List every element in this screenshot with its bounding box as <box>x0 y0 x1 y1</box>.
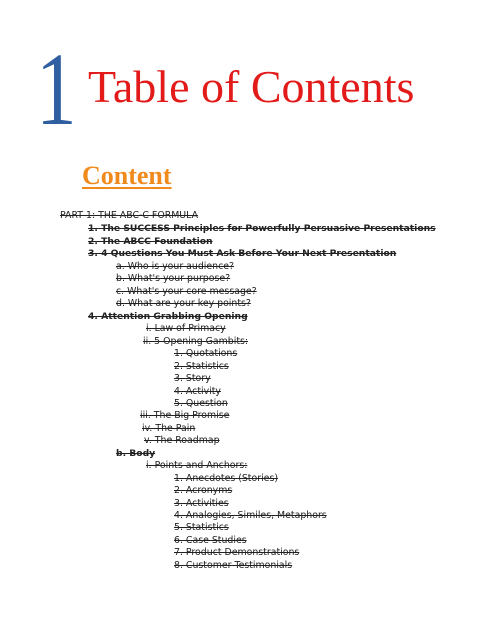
chapter-number: 1 <box>36 32 77 147</box>
page-title: Table of Contents <box>88 61 415 112</box>
toc-anchor-2: 2. Acronyms <box>174 485 233 496</box>
toc-question-c: c. What's your core message? <box>116 286 257 297</box>
toc-question-b: b. What's your purpose? <box>116 273 231 284</box>
toc-anchor-1: 1. Anecdotes (Stories) <box>174 473 278 484</box>
toc-anchor-8: 8. Customer Testimonials <box>174 560 293 571</box>
toc-gambit-4: 4. Activity <box>174 386 221 397</box>
toc-gambit-3: 3. Story <box>174 373 211 384</box>
toc-anchor-6: 6. Case Studies <box>174 535 247 546</box>
toc-item-4: 4. Attention Grabbing Opening <box>88 311 248 322</box>
toc-item-1: 1. The SUCCESS Principles for Powerfully Persuasive Presentations <box>88 223 436 234</box>
toc-anchor-7: 7. Product Demonstrations <box>174 547 300 558</box>
toc-opening-v: v. The Roadmap <box>144 435 220 446</box>
toc-anchor-5: 5. Statistics <box>174 522 229 533</box>
toc-part-1: PART 1: THE ABC-C FORMULA <box>60 210 199 221</box>
toc-gambit-2: 2. Statistics <box>174 361 229 372</box>
toc-opening-i: i. Law of Primacy <box>146 323 226 334</box>
toc-anchor-4: 4. Analogies, Similes, Metaphors <box>174 510 327 521</box>
toc-anchor-3: 3. Activities <box>174 498 229 509</box>
toc-item-3: 3. 4 Questions You Must Ask Before Your Next Presentation <box>88 248 397 259</box>
toc-body-b: b. Body <box>116 448 156 459</box>
toc-opening-iv: iv. The Pain <box>142 423 196 434</box>
toc-question-a: a. Who is your audience? <box>116 261 235 272</box>
toc-opening-iii: iii. The Big Promise <box>140 410 230 421</box>
toc-gambit-5: 5. Question <box>174 398 228 409</box>
content-heading: Content <box>82 161 172 190</box>
toc-body-i: i. Points and Anchors: <box>146 460 248 471</box>
toc-opening-ii: ii. 5 Opening Gambits: <box>143 336 249 347</box>
toc-item-2: 2. The ABCC Foundation <box>88 236 213 247</box>
toc-question-d: d. What are your key points? <box>116 298 251 309</box>
toc-gambit-1: 1. Quotations <box>174 348 238 359</box>
